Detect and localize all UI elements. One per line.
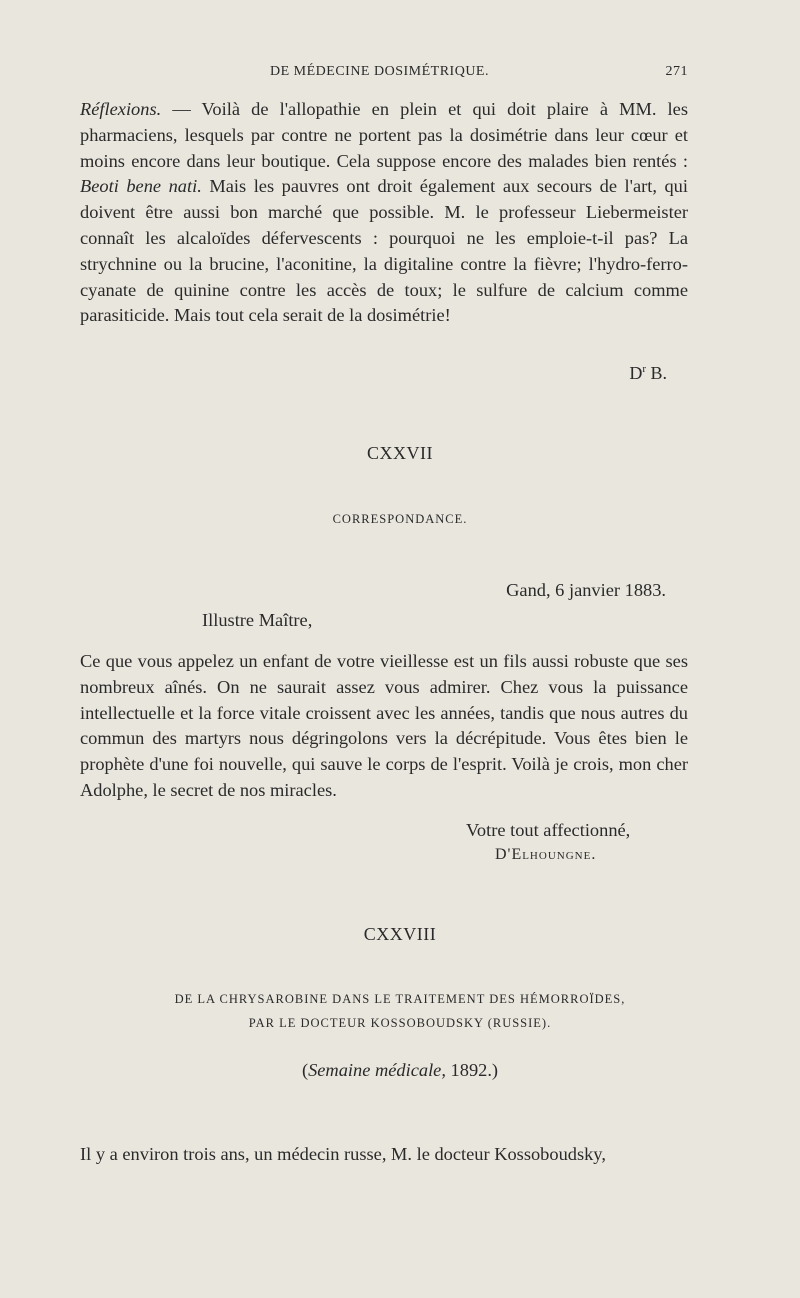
page-number: 271 bbox=[665, 64, 688, 79]
source-citation bbox=[0, 1060, 800, 1081]
running-title: DE MÉDECINE DOSIMÉTRIQUE. bbox=[270, 64, 489, 79]
signature-name: B. bbox=[645, 363, 667, 383]
reflexions-paragraph bbox=[80, 97, 688, 329]
section-numeral-cxxvii: CXXVII bbox=[367, 443, 433, 463]
source-open: ( bbox=[301, 1060, 309, 1080]
reflexions-text-b: Mais les pauvres ont droit également aux secours de l'art, qui doivent être aussi bon marché que possible. M. le professeur Liebermeister connaît les alcaloïdes défervescents : pourquoi ne les emploie-t-il pas? La strychnine ou la brucine, l'aconitine, la digitaline contre la fièvre; l'hydro-ferro-cyanate de quinine contre les accès de toux; le sulfure de calcium comme parasiticide. Mais tout cela serait de la dosimétrie! bbox=[80, 176, 688, 326]
section-title-line1: DE LA CHRYSAROBINE DANS LE TRAITEMENT DES HÉMORROÏDES, bbox=[174, 992, 626, 1006]
signature-prefix: D bbox=[629, 363, 643, 383]
signature-sup: r bbox=[642, 363, 646, 375]
section-title-correspondance: CORRESPONDANCE. bbox=[332, 512, 468, 526]
source-italic: Semaine médicale, bbox=[308, 1060, 446, 1080]
section-numeral-cxxviii: CXXVIII bbox=[363, 924, 437, 944]
signature-dr-b bbox=[629, 363, 667, 384]
letter-body: Ce que vous appelez un enfant de votre vieillesse est un fils aussi robuste que ses nombreux aînés. On ne saurait assez vous admirer. Chez vous la puissance intellectuelle et la force vitale croissent avec les années, tandis que nous autres du commun des martyrs nous dégringolons vers la décrépitude. Vous êtes bien le prophète d'une foi nouvelle, qui sauve le corps de l'esprit. Voilà je crois, mon cher Adolphe, le secret de nos miracles. bbox=[80, 651, 688, 800]
source-rest: 1892.) bbox=[445, 1060, 499, 1080]
letter-salutation: Illustre Maître, bbox=[202, 610, 313, 630]
reflexions-italic-phrase: Beoti bene nati. bbox=[80, 176, 202, 197]
page-header bbox=[80, 64, 688, 84]
letter-date: Gand, 6 janvier 1883. bbox=[506, 580, 666, 600]
reflexions-text-a: — Voilà de l'allopathie en plein et qui doit plaire à MM. les pharmaciens, lesquels par contre ne portent pas la dosimétrie dans leur cœur et moins encore dans leur boutique. Cela suppose encore des malades bien rentés : bbox=[80, 99, 688, 171]
letter-author: D'Elhoungne. bbox=[495, 846, 597, 863]
chrysarobine-body-start: Il y a environ trois ans, un médecin russe, M. le docteur Kossoboudsky, bbox=[80, 1144, 606, 1164]
letter-closing: Votre tout affectionné, bbox=[466, 820, 631, 840]
reflexions-lead: Réflexions. bbox=[80, 99, 162, 119]
section-title-line2: PAR LE DOCTEUR KOSSOBOUDSKY (RUSSIE). bbox=[248, 1016, 552, 1030]
